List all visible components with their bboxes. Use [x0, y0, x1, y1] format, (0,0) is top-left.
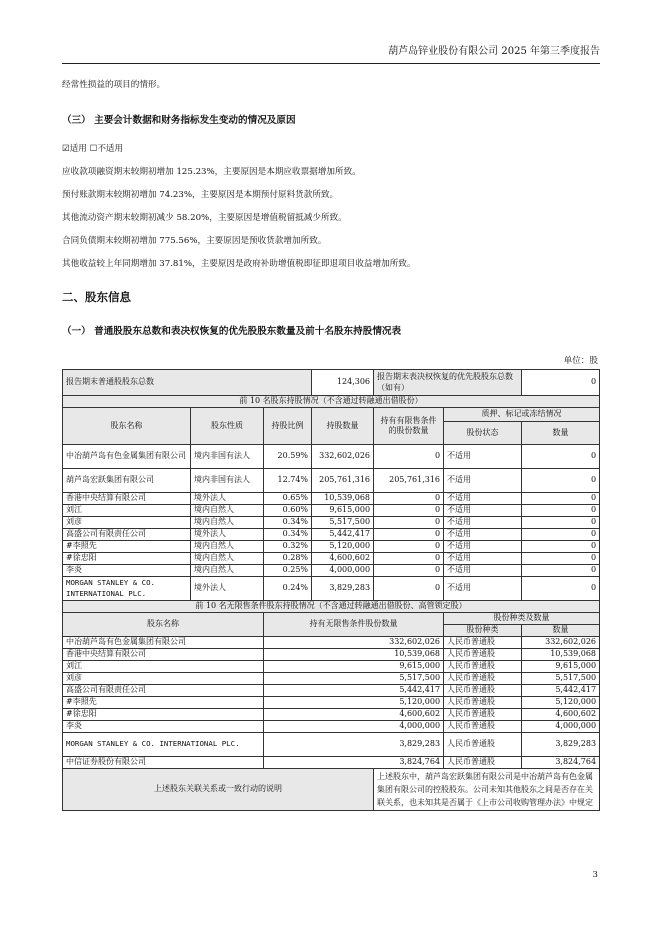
holder-name: 刘彦: [63, 517, 191, 529]
holder-amount: 4,000,000: [312, 565, 374, 577]
table-row: [63, 577, 600, 601]
unrestricted-header-count: 数量: [522, 625, 600, 637]
table-row: [63, 505, 600, 517]
holder-ratio: 0.34%: [264, 529, 312, 541]
holder-status: 不适用: [444, 493, 522, 505]
holder-ratio: 0.60%: [264, 505, 312, 517]
holder-nature: 境内非国有法人: [191, 445, 264, 469]
unrestricted-name: #李照先: [63, 697, 264, 709]
unit-label: 单位：股: [563, 356, 598, 366]
table-row: [63, 541, 600, 553]
unrestricted-header-name: 股东名称: [63, 613, 264, 637]
holder-amount: 4,600,602: [312, 553, 374, 565]
holder-restricted: 0: [374, 577, 444, 601]
total-holders-label: 报告期末普通股股东总数: [63, 370, 312, 396]
unrestricted-count: 4,000,000: [522, 721, 600, 733]
holder-ratio: 20.59%: [264, 445, 312, 469]
holder-status: 不适用: [444, 517, 522, 529]
table-row: [63, 517, 600, 529]
holder-restricted: 0: [374, 505, 444, 517]
unrestricted-amount: 3,824,764: [264, 757, 444, 769]
holder-name: 香港中央结算有限公司: [63, 493, 191, 505]
holder-amount: 5,442,417: [312, 529, 374, 541]
change-item-1: 应收款项融资期末较期初增加 125.23%，主要原因是本期应收票据增加所致。: [62, 167, 361, 177]
table-row: [63, 649, 600, 661]
unrestricted-count: 3,829,283: [522, 733, 600, 757]
holder-status: 不适用: [444, 529, 522, 541]
pref-holders-label: 报告期末表决权恢复的优先股股东总数（如有）: [374, 370, 522, 396]
unrestricted-count: 9,615,000: [522, 661, 600, 673]
table-row: [63, 565, 600, 577]
holder-restricted: 0: [374, 517, 444, 529]
holder-status: 不适用: [444, 577, 522, 601]
holder-amount: 205,761,316: [312, 469, 374, 493]
unrestricted-name: 高盛公司有限责任公司: [63, 685, 264, 697]
unrestricted-header-kind-group: 股份种类及数量: [444, 613, 600, 625]
unrestricted-count: 5,442,417: [522, 685, 600, 697]
col-header-pledge: 质押、标记或冻结情况: [444, 408, 600, 422]
holder-count: 0: [522, 445, 600, 469]
col-header-status: 股份状态: [444, 422, 522, 445]
holder-status: 不适用: [444, 565, 522, 577]
table-row: [63, 445, 600, 469]
holder-amount: 10,539,068: [312, 493, 374, 505]
holder-restricted: 0: [374, 493, 444, 505]
table-row: [63, 709, 600, 721]
total-holders-value: 124,306: [312, 370, 374, 396]
unrestricted-kind: 人民币普通股: [444, 757, 522, 769]
holder-restricted: 0: [374, 565, 444, 577]
holder-nature: 境内自然人: [191, 553, 264, 565]
holder-count: 0: [522, 469, 600, 493]
unrestricted-name: MORGAN STANLEY & CO. INTERNATIONAL PLC.: [63, 733, 264, 757]
holder-ratio: 0.32%: [264, 541, 312, 553]
holder-nature: 境内非国有法人: [191, 469, 264, 493]
holder-count: 0: [522, 541, 600, 553]
holder-count: 0: [522, 505, 600, 517]
unrestricted-name: 李炎: [63, 721, 264, 733]
table-row: [63, 553, 600, 565]
unrestricted-amount: 4,600,602: [264, 709, 444, 721]
unrestricted-amount: 3,829,283: [264, 733, 444, 757]
holder-status: 不适用: [444, 445, 522, 469]
page-number: 3: [592, 870, 598, 880]
unrestricted-kind: 人民币普通股: [444, 637, 522, 649]
summary-row: [63, 370, 600, 396]
holder-ratio: 0.34%: [264, 517, 312, 529]
change-item-2: 预付账款期末较期初增加 74.23%，主要原因是本期预付原料货款所致。: [62, 190, 339, 200]
subsection1-title: （一） 普通股股东总数和表决权恢复的优先股股东数量及前十名股东持股情况表: [62, 326, 402, 337]
unrestricted-name: 中冶葫芦岛有色金属集团有限公司: [63, 637, 264, 649]
holder-restricted: 0: [374, 541, 444, 553]
relation-label: 上述股东关联关系或一致行动的说明: [63, 769, 374, 811]
holder-status: 不适用: [444, 469, 522, 493]
holder-count: 0: [522, 565, 600, 577]
unrestricted-kind: 人民币普通股: [444, 649, 522, 661]
col-header-count: 数量: [522, 422, 600, 445]
unrestricted-count: 5,517,500: [522, 673, 600, 685]
holder-amount: 332,602,026: [312, 445, 374, 469]
relation-row: [63, 769, 600, 811]
intro-text: 经常性损益的项目的情形。: [62, 80, 166, 90]
table-row: [63, 493, 600, 505]
table-row: [63, 721, 600, 733]
holder-count: 0: [522, 577, 600, 601]
shareholder-table: [62, 369, 600, 811]
holder-amount: 5,120,000: [312, 541, 374, 553]
holder-nature: 境内自然人: [191, 541, 264, 553]
holder-status: 不适用: [444, 505, 522, 517]
unrestricted-title: 前 10 名无限售条件股东持股情况（不含通过转融通出借股份、高管锁定股）: [63, 601, 600, 613]
table-row: [63, 733, 600, 757]
table-row: [63, 685, 600, 697]
holder-restricted: 205,761,316: [374, 469, 444, 493]
col-header-amount: 持股数量: [312, 408, 374, 445]
holder-restricted: 0: [374, 529, 444, 541]
applicable-options: ☑适用 ☐不适用: [62, 144, 124, 154]
holder-amount: 9,615,000: [312, 505, 374, 517]
unrestricted-amount: 9,615,000: [264, 661, 444, 673]
change-item-4: 合同负债期末较期初增加 775.56%，主要原因是预收货款增加所致。: [62, 236, 327, 246]
col-header-name: 股东名称: [63, 408, 191, 445]
holder-ratio: 0.65%: [264, 493, 312, 505]
table-row: [63, 529, 600, 541]
unrestricted-amount: 5,120,000: [264, 697, 444, 709]
unrestricted-header-amount: 持有无限售条件股份数量: [264, 613, 444, 637]
unrestricted-amount: 5,517,500: [264, 673, 444, 685]
holder-count: 0: [522, 529, 600, 541]
holder-nature: 境外法人: [191, 529, 264, 541]
holder-status: 不适用: [444, 541, 522, 553]
holder-name: MORGAN STANLEY & CO. INTERNATIONAL PLC.: [63, 577, 191, 601]
table-row: [63, 469, 600, 493]
unrestricted-kind: 人民币普通股: [444, 661, 522, 673]
top10-title: 前 10 名股东持股情况（不含通过转融通出借股份）: [63, 396, 600, 408]
holder-name: #李照先: [63, 541, 191, 553]
change-item-5: 其他收益较上年同期增加 37.81%，主要原因是政府补助增值税即征即退项目收益增加所致。: [62, 259, 416, 269]
unrestricted-count: 5,120,000: [522, 697, 600, 709]
unrestricted-name: #徐忠阳: [63, 709, 264, 721]
holder-name: 中冶葫芦岛有色金属集团有限公司: [63, 445, 191, 469]
unrestricted-name: 香港中央结算有限公司: [63, 649, 264, 661]
unrestricted-amount: 5,442,417: [264, 685, 444, 697]
unrestricted-kind: 人民币普通股: [444, 733, 522, 757]
table-row: [63, 757, 600, 769]
unrestricted-count: 3,824,764: [522, 757, 600, 769]
unrestricted-kind: 人民币普通股: [444, 685, 522, 697]
holder-name: 高盛公司有限责任公司: [63, 529, 191, 541]
unrestricted-count: 10,539,068: [522, 649, 600, 661]
unrestricted-count: 4,600,602: [522, 709, 600, 721]
col-header-ratio: 持股比例: [264, 408, 312, 445]
holder-name: #徐忠阳: [63, 553, 191, 565]
holder-amount: 5,517,500: [312, 517, 374, 529]
unrestricted-name: 刘彦: [63, 673, 264, 685]
holder-ratio: 12.74%: [264, 469, 312, 493]
table-row: [63, 637, 600, 649]
unrestricted-name: 刘江: [63, 661, 264, 673]
unrestricted-kind: 人民币普通股: [444, 673, 522, 685]
relation-text: 上述股东中，葫芦岛宏跃集团有限公司是中冶葫芦岛有色金属集团有限公司的控股股东。公司未知其他股东之间是否存在关联关系，也未知其是否属于《上市公司收购管理办法》中规定: [374, 769, 600, 811]
page-header: 葫芦岛锌业股份有限公司 2025 年第三季度报告: [62, 44, 600, 64]
section2-title: 二、股东信息: [62, 290, 131, 304]
change-item-3: 其他流动资产期末较期初减少 58.20%，主要原因是增值税留抵减少所致。: [62, 213, 347, 223]
holder-name: 葫芦岛宏跃集团有限公司: [63, 469, 191, 493]
unrestricted-name: 中信证券股份有限公司: [63, 757, 264, 769]
holder-nature: 境外法人: [191, 493, 264, 505]
pref-holders-value: 0: [522, 370, 600, 396]
holder-ratio: 0.25%: [264, 565, 312, 577]
holder-restricted: 0: [374, 553, 444, 565]
holder-name: 李炎: [63, 565, 191, 577]
unrestricted-kind: 人民币普通股: [444, 697, 522, 709]
holder-status: 不适用: [444, 553, 522, 565]
holder-restricted: 0: [374, 445, 444, 469]
holder-amount: 3,829,283: [312, 577, 374, 601]
holder-nature: 境内自然人: [191, 505, 264, 517]
holder-count: 0: [522, 493, 600, 505]
holder-ratio: 0.24%: [264, 577, 312, 601]
holder-name: 刘江: [63, 505, 191, 517]
holder-ratio: 0.28%: [264, 553, 312, 565]
table-row: [63, 661, 600, 673]
unrestricted-amount: 10,539,068: [264, 649, 444, 661]
unrestricted-amount: 4,000,000: [264, 721, 444, 733]
holder-count: 0: [522, 553, 600, 565]
holder-count: 0: [522, 517, 600, 529]
unrestricted-count: 332,602,026: [522, 637, 600, 649]
col-header-nature: 股东性质: [191, 408, 264, 445]
unrestricted-header-kind: 股份种类: [444, 625, 522, 637]
col-header-restricted: 持有有限售条件的股份数量: [374, 408, 444, 445]
holder-nature: 境内自然人: [191, 565, 264, 577]
unrestricted-kind: 人民币普通股: [444, 709, 522, 721]
unrestricted-kind: 人民币普通股: [444, 721, 522, 733]
section3-title: （三） 主要会计数据和财务指标发生变动的情况及原因: [62, 115, 296, 126]
unrestricted-amount: 332,602,026: [264, 637, 444, 649]
holder-nature: 境外法人: [191, 577, 264, 601]
holder-nature: 境内自然人: [191, 517, 264, 529]
table-row: [63, 697, 600, 709]
table-row: [63, 673, 600, 685]
